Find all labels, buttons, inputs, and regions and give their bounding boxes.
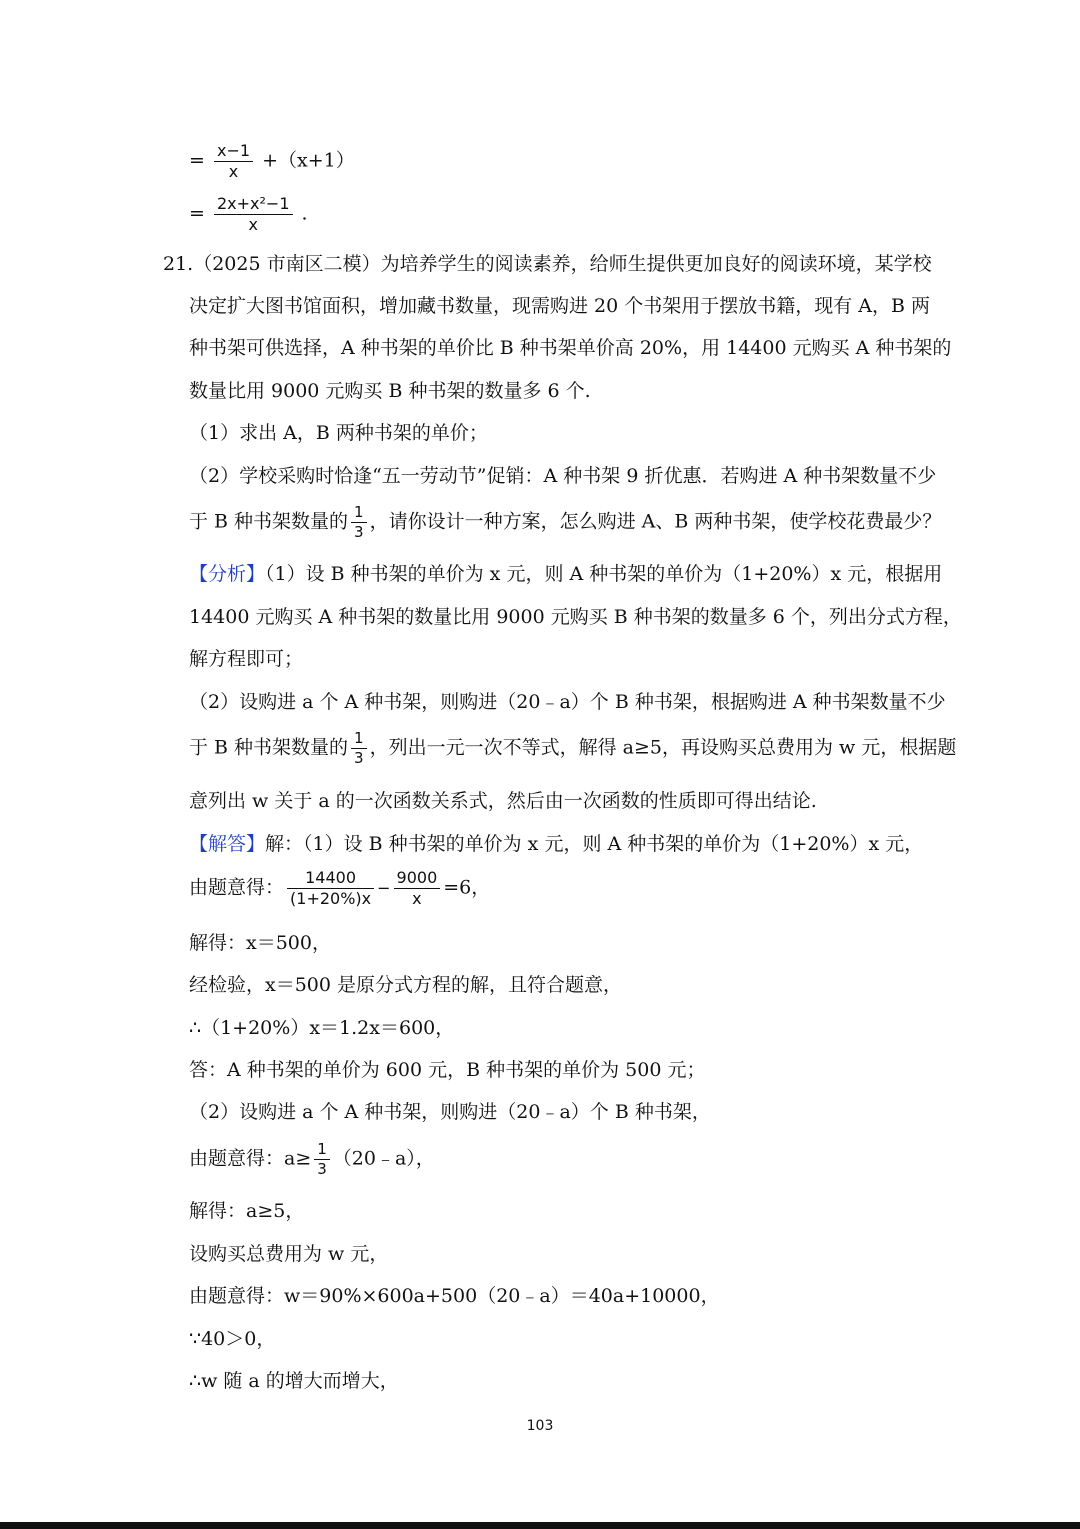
- fraction-numerator: 1: [351, 731, 367, 749]
- question-1: （1）求出 A，B 两种书架的单价；: [189, 422, 488, 444]
- problem-line-3: 种书架可供选择，A 种书架的单价比 B 种书架单价高 20%，用 14400 元购买 A 种书架的: [189, 337, 952, 359]
- solution-line-7: （2）设购进 a 个 A 种书架，则购进（20﹣a）个 B 种书架，: [189, 1101, 711, 1123]
- solution-equation: [189, 870, 490, 907]
- question-2-line-2: [189, 505, 941, 540]
- minus-sign: −: [377, 878, 391, 898]
- text: 于 B 种书架数量的: [189, 736, 349, 759]
- fraction-denominator: x: [412, 889, 422, 908]
- text: （20﹣a），: [332, 1147, 435, 1170]
- solution-line-6: 答：A 种书架的单价为 600 元，B 种书架的单价为 500 元；: [189, 1059, 706, 1081]
- text: 由题意得：: [189, 876, 285, 899]
- text: 于 B 种书架数量的: [189, 510, 349, 533]
- fraction-denominator: 3: [317, 1160, 327, 1178]
- fraction-numerator: 9000: [394, 870, 441, 889]
- fraction-one-third: [314, 1142, 330, 1177]
- analysis-line-2: 14400 元购买 A 种书架的数量比用 9000 元购买 B 种书架的数量多 6 个，列出分式方程，: [189, 606, 962, 628]
- derivation-line-1: [189, 143, 355, 180]
- problem-line-2: 决定扩大图书馆面积，增加藏书数量，现需购进 20 个书架用于摆放书籍，现有 A，B 两: [189, 295, 931, 317]
- analysis-line-5: [189, 731, 956, 766]
- solution-tag: 【解答】: [189, 833, 266, 855]
- fraction-denominator: (1+20%)x: [290, 889, 372, 908]
- expression-text: .: [301, 202, 308, 225]
- analysis-tag: 【分析】: [189, 563, 266, 585]
- expression-text: +（x+1）: [262, 149, 355, 172]
- fraction: [214, 143, 253, 180]
- fraction-denominator: x: [228, 162, 239, 181]
- fraction-denominator: x: [248, 215, 258, 234]
- solution-line-9: 解得：a≥5，: [189, 1200, 305, 1222]
- equals-sign: =: [189, 202, 205, 225]
- fraction-numerator: 14400: [287, 870, 374, 889]
- analysis-line-1: [189, 565, 942, 584]
- text: ，请你设计一种方案，怎么购进 A、B 两种书架，使学校花费最少？: [369, 510, 942, 533]
- fraction: [214, 196, 293, 233]
- fraction-numerator: x−1: [214, 143, 253, 162]
- fraction-denominator: 3: [354, 749, 364, 767]
- text: （1）设 B 种书架的单价为 x 元，则 A 种书架的单价为（1+20%）x 元，根据用: [265, 563, 943, 585]
- text: 解：（1）设 B 种书架的单价为 x 元，则 A 种书架的单价为（1+20%）x 元，: [265, 833, 924, 855]
- analysis-line-4: （2）设购进 a 个 A 种书架，则购进（20﹣a）个 B 种书架，根据购进 A 种书架数量不少: [189, 691, 946, 713]
- solution-inequality: [189, 1142, 435, 1177]
- fraction-denominator: 3: [354, 523, 364, 541]
- analysis-line-3: 解方程即可；: [189, 648, 304, 670]
- fraction: [287, 870, 374, 907]
- solution-line-5: ∴（1+20%）x＝1.2x＝600，: [189, 1017, 455, 1039]
- solution-line-4: 经检验，x＝500 是原分式方程的解，且符合题意，: [189, 974, 623, 996]
- analysis-line-6: 意列出 w 关于 a 的一次函数关系式，然后由一次函数的性质即可得出结论.: [189, 790, 817, 812]
- equals-sign: =: [189, 149, 205, 172]
- text: 由题意得：a≥: [189, 1147, 312, 1170]
- fraction: [394, 870, 441, 907]
- bottom-edge-bar: [0, 1522, 1080, 1529]
- solution-line-11: 由题意得：w＝90%×600a+500（20﹣a）＝40a+10000，: [189, 1285, 720, 1307]
- problem-line-4: 数量比用 9000 元购买 B 种书架的数量多 6 个.: [189, 380, 591, 402]
- text: =6，: [443, 876, 491, 899]
- solution-line-13: ∴w 随 a 的增大而增大，: [189, 1370, 399, 1392]
- solution-line-3: 解得：x＝500，: [189, 932, 331, 954]
- derivation-line-2: [189, 196, 308, 233]
- fraction-one-third: [351, 505, 367, 540]
- text: ，列出一元一次不等式，解得 a≥5，再设购买总费用为 w 元，根据题: [369, 736, 957, 759]
- fraction-one-third: [351, 731, 367, 766]
- solution-line-1: [189, 835, 923, 854]
- solution-line-10: 设购买总费用为 w 元，: [189, 1243, 389, 1265]
- question-2-line-1: （2）学校采购时恰逢“五一劳动节”促销：A 种书架 9 折优惠．若购进 A 种书架数量不少: [189, 465, 937, 487]
- fraction-numerator: 2x+x²−1: [214, 196, 293, 215]
- fraction-numerator: 1: [314, 1142, 330, 1160]
- solution-line-12: ∵40＞0，: [189, 1328, 276, 1350]
- problem-line-1: 21.（2025 市南区二模）为培养学生的阅读素养，给师生提供更加良好的阅读环境，某学校: [163, 253, 932, 275]
- page-number: 103: [526, 1418, 554, 1434]
- fraction-numerator: 1: [351, 505, 367, 523]
